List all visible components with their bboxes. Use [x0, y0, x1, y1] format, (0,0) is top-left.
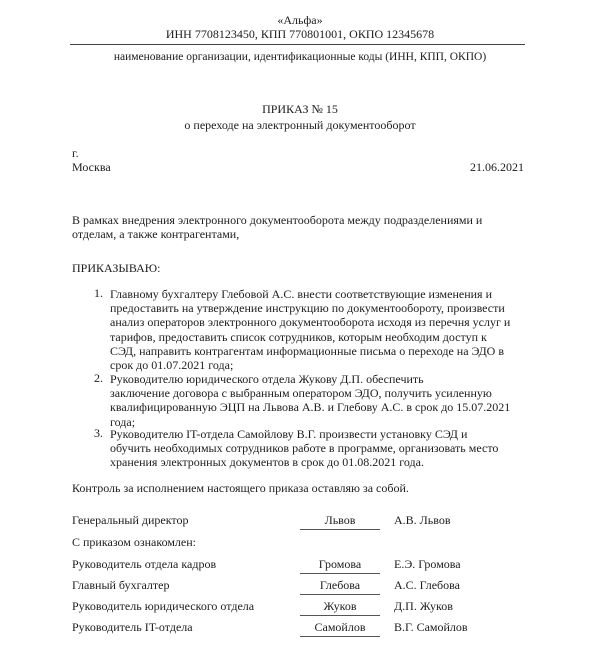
acquainted-signature: Громова	[318, 557, 362, 571]
item-line: квалифицированную ЭЦП на Львова А.В. и Глебову А.С. в срок до 15.07.2021	[110, 400, 511, 415]
city-prefix: г.	[72, 146, 79, 160]
item-line: СЭД, направить контрагентам информационные письма о переходе на ЭДО в	[110, 343, 504, 358]
item-line: предоставить на утверждение инструкцию по документообороту, произвести	[110, 301, 505, 316]
item-line: хранения электронных документов в срок до 01.08.2021 года.	[110, 455, 424, 470]
order-item-1	[110, 287, 540, 372]
signature-line	[300, 573, 380, 574]
header-divider	[70, 44, 525, 45]
preamble-line: отделам, а также контрагентами,	[72, 227, 240, 242]
order-date: 21.06.2021	[470, 160, 524, 174]
order-subtitle: о переходе на электронный документооборот	[184, 118, 416, 132]
item-line: Руководителю IT-отдела Самойлову В.Г. произвести установку СЭД и	[110, 427, 468, 441]
item-line: года;	[110, 414, 136, 429]
order-word: ПРИКАЗЫВАЮ:	[72, 261, 161, 275]
acquainted-label: С приказом ознакомлен:	[72, 535, 197, 549]
item-line: анализ операторов электронного документооборота исходя из перечня услуг и	[110, 315, 511, 330]
item-line: Главному бухгалтеру Глебовой А.С. внести соответствующие изменения и	[110, 287, 492, 301]
acquainted-name: В.Г. Самойлов	[394, 620, 468, 634]
item-line: срок до 01.07.2021 года;	[110, 358, 234, 373]
preamble-line: В рамках внедрения электронного документооборота между подразделениями и	[72, 213, 483, 227]
item-line: Руководителю юридического отдела Жукову Д.П. обеспечить	[110, 372, 424, 386]
item-line: тарифов, предоставить список сотрудников, которым необходим доступ к	[110, 329, 487, 344]
acquainted-signature: Самойлов	[314, 620, 366, 634]
acquainted-name: А.С. Глебова	[394, 578, 460, 592]
signature-line	[300, 615, 380, 616]
acquainted-name: Е.Э. Громова	[394, 557, 461, 571]
director-position: Генеральный директор	[72, 513, 189, 527]
organization-name: «Альфа»	[277, 13, 323, 27]
acquainted-signature: Глебова	[319, 578, 361, 592]
acquainted-position: Главный бухгалтер	[72, 578, 170, 592]
signature-line	[300, 529, 380, 530]
acquainted-position: Руководитель отдела кадров	[72, 557, 217, 571]
signature-line	[300, 636, 380, 637]
director-name: А.В. Львов	[394, 513, 451, 527]
organization-codes: ИНН 7708123450, КПП 770801001, ОКПО 12345678	[165, 27, 435, 41]
order-item-2	[110, 372, 540, 429]
order-title: ПРИКАЗ № 15	[262, 102, 338, 116]
control-statement: Контроль за исполнением настоящего приказа оставляю за собой.	[72, 481, 409, 495]
item-line: обучить необходимых сотрудников работе в программе, организовать место	[110, 441, 499, 456]
order-item-3	[110, 427, 540, 470]
item-number: 3.	[94, 426, 103, 440]
acquainted-name: Д.П. Жуков	[394, 599, 453, 613]
signature-line	[300, 594, 380, 595]
acquainted-position: Руководитель юридического отдела	[72, 599, 255, 613]
acquainted-signature: Жуков	[323, 599, 357, 613]
organization-caption: наименование организации, идентификационные коды (ИНН, КПП, ОКПО)	[113, 51, 487, 63]
item-number: 2.	[94, 371, 103, 385]
director-signature: Львов	[324, 513, 356, 527]
acquainted-position: Руководитель IT-отдела	[72, 620, 193, 634]
city: Москва	[72, 160, 111, 174]
item-line: заключение договора с выбранным оператором ЭДО, получить усиленную	[110, 386, 492, 401]
preamble	[72, 213, 542, 241]
item-number: 1.	[94, 286, 103, 300]
